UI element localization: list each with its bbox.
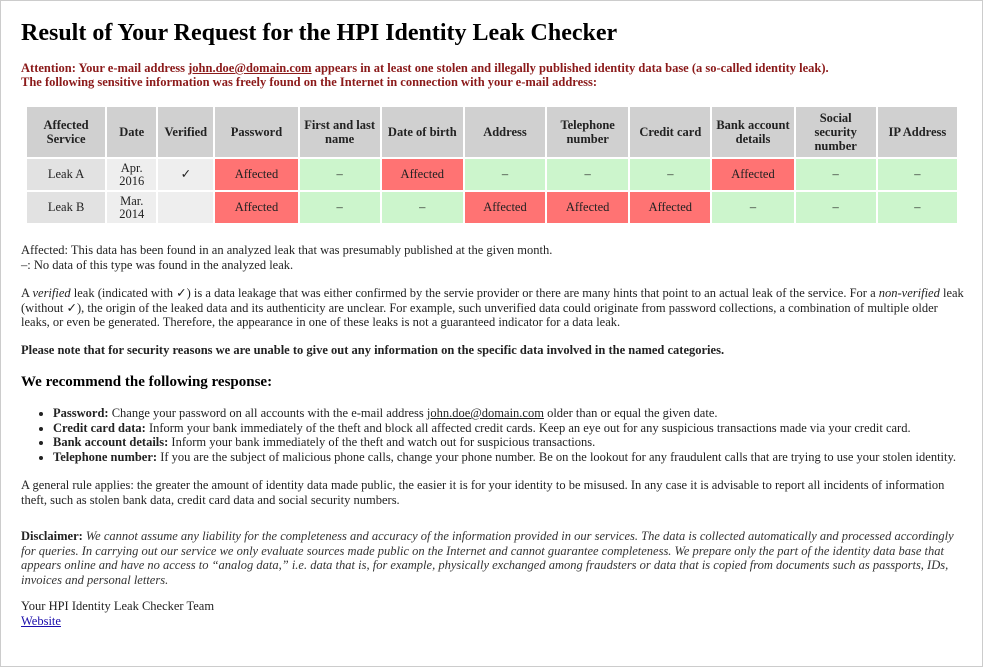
- email-link[interactable]: john.doe@domain.com: [426, 406, 544, 420]
- not-found-cell: –: [382, 192, 463, 223]
- list-item: • Telephone number: If you are the subject of malicious phone calls, change your phone number. Be on the lookout for any fraudulent calls that are trying to use your stolen identity.: [53, 450, 966, 465]
- affected-cell: Affected: [465, 192, 545, 223]
- not-found-cell: –: [878, 159, 957, 190]
- not-found-cell: –: [465, 159, 545, 190]
- table-row: [27, 159, 957, 190]
- signature: Your HPI Identity Leak Checker Team: [21, 599, 215, 613]
- column-header: Password: [215, 107, 297, 157]
- result-page: [21, 0, 966, 628]
- date-cell: Mar. 2014: [107, 192, 156, 223]
- legend-none: –: No data of this type was found in the analyzed leak.: [21, 257, 294, 272]
- verified-cell: ✓: [158, 159, 213, 190]
- recommendation-list: [21, 406, 966, 464]
- column-header: IP Address: [878, 107, 957, 157]
- affected-cell: Affected: [215, 159, 297, 190]
- attention-message: Attention: Your e-mail address john.doe@domain.com appears in at least one stolen and illegally published identity data base (a so-called identity leak). The following sensitive information was freely found on the Internet in connection with your e-mail address:: [21, 61, 829, 89]
- column-header: Verified: [158, 107, 213, 157]
- column-header: Bank account details: [712, 107, 793, 157]
- not-found-cell: –: [796, 159, 876, 190]
- affected-cell: Affected: [547, 192, 628, 223]
- column-header: Date: [107, 107, 156, 157]
- list-item: • Credit card data: Inform your bank immediately of the theft and block all affected credit cards. Keep an eye out for any suspicious transactions made via your credit card.: [53, 421, 966, 436]
- column-header: Address: [465, 107, 545, 157]
- affected-cell: Affected: [382, 159, 463, 190]
- general-rule: A general rule applies: the greater the amount of identity data made public, the easier it is for your identity to be misused. In any case it is advisable to report all incidents of information theft, such as stolen bank data, credit card data and social security numbers.: [21, 478, 945, 507]
- disclaimer: Disclaimer: We cannot assume any liability for the completeness and accuracy of the information provided in our services. The data is collected automatically and processed accordingly for queries. In carrying out our service we only evaluate sources made public on the Internet and cannot guarantee completeness. We prepare only the part of the identity data base that appears online and have no access to “analog data,” i.e. data that is, for example, physically exchanged among fraudsters or data that is copied from documents such as passports, IDs, invoices and personal letters.: [21, 529, 954, 587]
- not-found-cell: –: [712, 192, 793, 223]
- legend-affected: Affected: This data has been found in an analyzed leak that was presumably published at the given month.: [21, 243, 553, 257]
- column-header: Credit card: [630, 107, 710, 157]
- not-found-cell: –: [878, 192, 957, 223]
- affected-cell: Affected: [712, 159, 793, 190]
- service-cell: Leak A: [27, 159, 105, 190]
- not-found-cell: –: [300, 192, 380, 223]
- column-header: Date of birth: [382, 107, 463, 157]
- not-found-cell: –: [547, 159, 628, 190]
- page-title: Result of Your Request for the HPI Identity Leak Checker: [21, 20, 618, 46]
- verified-explanation: A verified leak (indicated with ✓) is a data leakage that was either confirmed by the servie provider or there are many hints that point to an actual leak of the service. For a non-verified leak (without ✓), the origin of the leaked data and its authenticity are unclear. For example, such unverified data could originate from password collections, a combination of multiple older leaks, or even be generated. Therefore, the appearance in one of these leaks is not a guaranteed indicator for a data leak.: [21, 286, 964, 329]
- column-header: Telephone number: [547, 107, 628, 157]
- column-header: First and last name: [300, 107, 380, 157]
- list-item: • Password: Change your password on all accounts with the e-mail address john.doe@domain.com older than or equal the given date.: [53, 406, 966, 421]
- website-link[interactable]: Website: [21, 613, 61, 628]
- list-item: • Bank account details: Inform your bank immediately of the theft and watch out for suspicious transactions.: [53, 435, 966, 450]
- column-header: Affected Service: [27, 107, 105, 157]
- not-found-cell: –: [300, 159, 380, 190]
- not-found-cell: –: [630, 159, 710, 190]
- affected-cell: Affected: [215, 192, 297, 223]
- leak-results-table: [25, 105, 959, 225]
- email-link[interactable]: john.doe@domain.com: [188, 61, 312, 75]
- column-header: Social security number: [796, 107, 876, 157]
- security-note: Please note that for security reasons we are unable to give out any information on the specific data involved in the named categories.: [21, 342, 725, 357]
- verified-cell: [158, 192, 213, 223]
- date-cell: Apr. 2016: [107, 159, 156, 190]
- not-found-cell: –: [796, 192, 876, 223]
- affected-cell: Affected: [630, 192, 710, 223]
- table-row: [27, 192, 957, 223]
- recommend-heading: We recommend the following response:: [21, 374, 273, 390]
- service-cell: Leak B: [27, 192, 105, 223]
